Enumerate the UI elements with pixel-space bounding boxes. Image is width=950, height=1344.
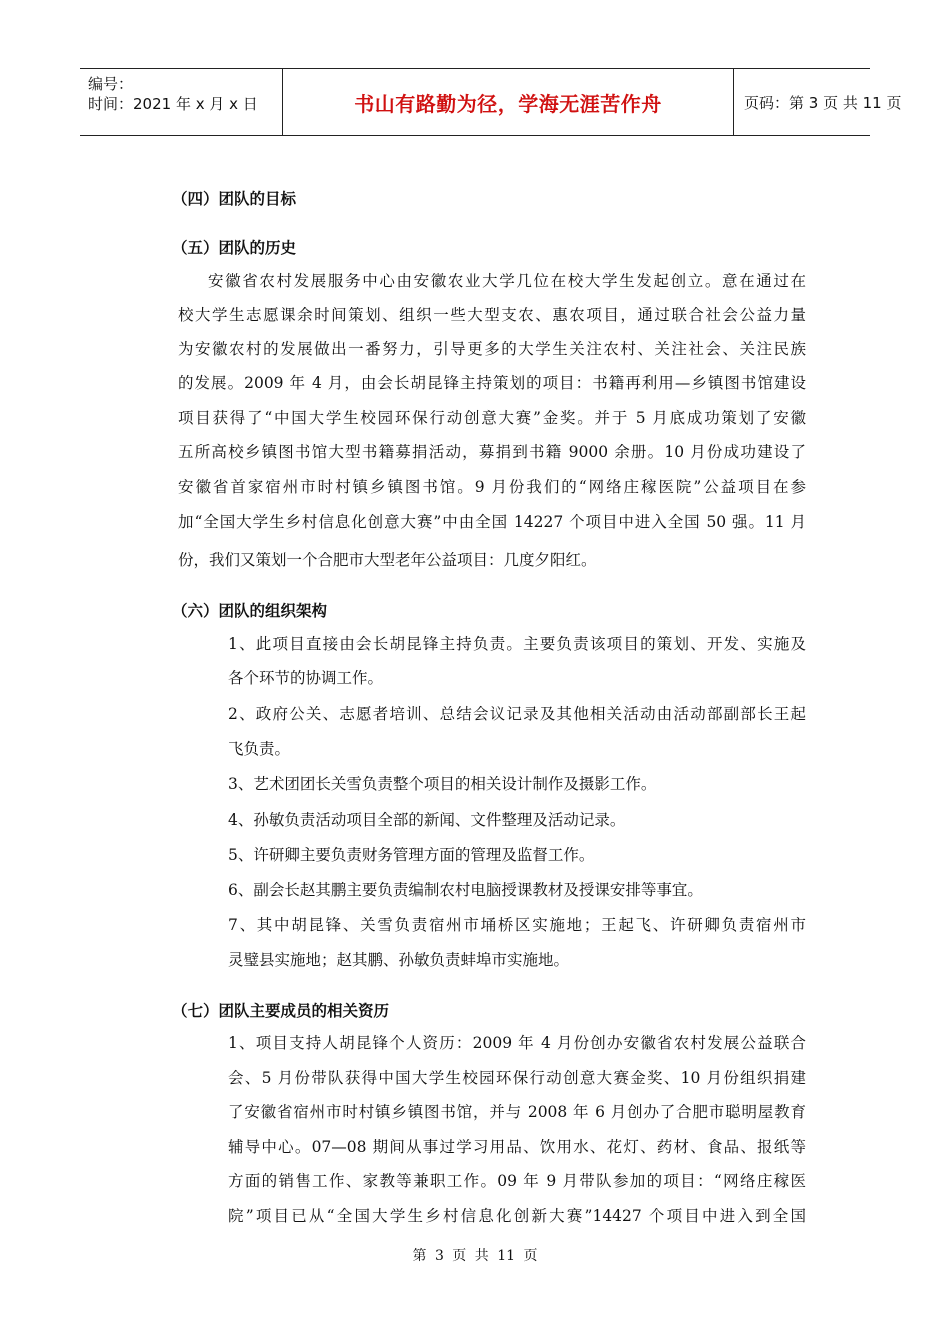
list-item: 灵璧县实施地；赵其鹏、孙敏负责蚌埠市实施地。 bbox=[228, 951, 570, 969]
paragraph-line: 校大学生志愿课余时间策划、组织一些大型支农、惠农项目，通过联合社会公益力量 bbox=[178, 306, 806, 324]
section-heading-members: （七）团队主要成员的相关资历 bbox=[172, 1002, 390, 1020]
document-number-label: 编号： bbox=[88, 75, 134, 93]
list-item: 2、政府公关、志愿者培训、总结会议记录及其他相关活动由活动部副部长王起 bbox=[228, 705, 806, 723]
header-motto-cell bbox=[282, 69, 734, 135]
paragraph-line: 院”项目已从“全国大学生乡村信息化创新大赛”14427 个项目中进入到全国 bbox=[228, 1207, 806, 1225]
paragraph-line: 安徽省首家宿州市时村镇乡镇图书馆。9 月份我们的“网络庄稼医院”公益项目在参 bbox=[178, 478, 806, 496]
paragraph-line: 1、项目支持人胡昆锋个人资历：2009 年 4 月份创办安徽省农村发展公益联合 bbox=[228, 1034, 806, 1052]
paragraph-line: 了安徽省宿州市时村镇乡镇图书馆，并与 2008 年 6 月创办了合肥市聪明屋教育 bbox=[228, 1103, 806, 1121]
document-time-label: 时间：2021 年 x 月 x 日 bbox=[88, 95, 258, 113]
paragraph-line: 项目获得了“中国大学生校园环保行动创意大赛”金奖。并于 5 月底成功策划了安徽 bbox=[178, 409, 806, 427]
paragraph-line: 份，我们又策划一个合肥市大型老年公益项目：几度夕阳红。 bbox=[178, 551, 597, 569]
list-item: 5、许研卿主要负责财务管理方面的管理及监督工作。 bbox=[228, 846, 595, 864]
paragraph-line: 辅导中心。07—08 期间从事过学习用品、饮用水、花灯、药材、食品、报纸等 bbox=[228, 1138, 806, 1156]
paragraph-line: 的发展。2009 年 4 月，由会长胡昆锋主持策划的项目：书籍再利用—乡镇图书馆建设 bbox=[178, 374, 806, 392]
paragraph-line: 加“全国大学生乡村信息化创意大赛”中由全国 14227 个项目中进入全国 50 强。11 月 bbox=[178, 513, 806, 531]
motto-text: 书山有路勤为径，学海无涯苦作舟 bbox=[354, 91, 662, 116]
list-item: 飞负责。 bbox=[228, 740, 291, 758]
header-page-cell bbox=[734, 69, 902, 135]
section-heading-history: （五）团队的历史 bbox=[172, 239, 297, 257]
list-item: 各个环节的协调工作。 bbox=[228, 669, 384, 687]
paragraph-line: 方面的销售工作、家教等兼职工作。09 年 9 月带队参加的项目：“网络庄稼医 bbox=[228, 1172, 806, 1190]
header-meta-cell bbox=[80, 69, 282, 135]
paragraph-line: 安徽省农村发展服务中心由安徽农业大学几位在校大学生发起创立。意在通过在 bbox=[208, 272, 806, 290]
page-footer: 第 3 页 共 11 页 bbox=[412, 1248, 538, 1264]
page-header bbox=[80, 68, 902, 136]
paragraph-line: 五所高校乡镇图书馆大型书籍募捐活动，募捐到书籍 9000 余册。10 月份成功建设了 bbox=[178, 443, 806, 461]
list-item: 4、孙敏负责活动项目全部的新闻、文件整理及活动记录。 bbox=[228, 811, 626, 829]
paragraph-line: 会、5 月份带队获得中国大学生校园环保行动创意大赛金奖、10 月份组织捐建 bbox=[228, 1069, 806, 1087]
list-item: 1、此项目直接由会长胡昆锋主持负责。主要负责该项目的策划、开发、实施及 bbox=[228, 635, 806, 653]
paragraph-line: 为安徽农村的发展做出一番努力，引导更多的大学生关注农村、关注社会、关注民族 bbox=[178, 340, 806, 358]
section-heading-organization: （六）团队的组织架构 bbox=[172, 602, 328, 620]
list-item: 6、副会长赵其鹏主要负责编制农村电脑授课教材及授课安排等事宜。 bbox=[228, 881, 703, 899]
section-heading-goals: （四）团队的目标 bbox=[172, 190, 297, 208]
list-item: 3、艺术团团长关雪负责整个项目的相关设计制作及摄影工作。 bbox=[228, 775, 657, 793]
list-item: 7、其中胡昆锋、关雪负责宿州市埇桥区实施地；王起飞、许研卿负责宿州市 bbox=[228, 916, 806, 934]
page-code-label: 页码：第 3 页 共 11 页 bbox=[744, 93, 902, 112]
